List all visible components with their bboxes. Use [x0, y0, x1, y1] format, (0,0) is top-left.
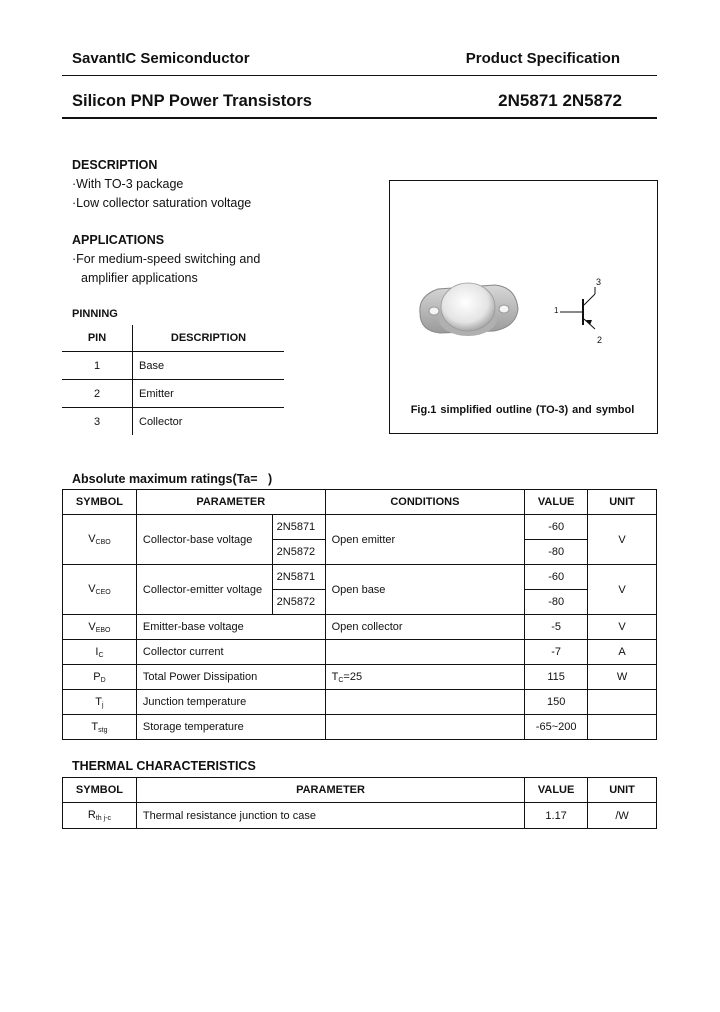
unit-cell: A [588, 640, 657, 665]
value-cell: -7 [525, 640, 588, 665]
parameter-header: PARAMETER [136, 490, 325, 515]
symbol-cell: $I_C$ [63, 640, 137, 665]
conditions-cell: Open base [325, 565, 525, 615]
pin-number: 2 [62, 380, 133, 408]
value-cell: -80 [525, 590, 588, 615]
pinning-table [62, 325, 284, 435]
value-cell: -5 [525, 615, 588, 640]
value-header: VALUE [525, 778, 588, 803]
value-header: VALUE [525, 490, 588, 515]
company-name: SavantIC Semiconductor [72, 50, 250, 67]
pin-number: 3 [62, 408, 133, 436]
symbol-header: SYMBOL [63, 490, 137, 515]
parameter-header: PARAMETER [136, 778, 524, 803]
unit-cell [588, 715, 657, 740]
spec-label: Product Specification [465, 50, 620, 67]
symbol-cell: $R_{th j-c}$ [63, 803, 137, 829]
table-row [63, 803, 657, 829]
symbol-cell: $V_{CEO}$ [63, 565, 137, 615]
conditions-cell [325, 690, 525, 715]
description-heading: DESCRIPTION [72, 158, 158, 172]
parameter-cell: Junction temperature [136, 690, 325, 715]
conditions-header: CONDITIONS [325, 490, 525, 515]
table-row [62, 352, 284, 380]
table-row [63, 615, 657, 640]
conditions-cell: Open emitter [325, 515, 525, 565]
conditions-cell [325, 640, 525, 665]
pin-label-3: 3 [596, 277, 602, 287]
symbol-cell: $V_{EBO}$ [63, 615, 137, 640]
value-cell: 1.17 [525, 803, 588, 829]
unit-header: UNIT [588, 490, 657, 515]
ratings-table [62, 489, 657, 740]
part-numbers: 2N5871 2N5872 [498, 91, 622, 110]
part-cell: 2N5871 [272, 565, 325, 590]
conditions-cell: $T_C=25$ [325, 665, 525, 690]
table-row [62, 380, 284, 408]
part-cell: 2N5871 [272, 515, 325, 540]
description-item: ·With TO-3 package [72, 177, 184, 191]
pin-description: Emitter [133, 380, 285, 408]
symbol-cell: $V_{CBO}$ [63, 515, 137, 565]
pin-label-1: 1 [554, 306, 559, 315]
to3-package-drawing [390, 181, 657, 433]
ratings-heading: Absolute maximum ratings(Ta= ) [72, 472, 273, 486]
pin-header: PIN [62, 325, 133, 352]
parameter-cell: Collector current [136, 640, 325, 665]
value-cell: 115 [525, 665, 588, 690]
part-cell: 2N5872 [272, 590, 325, 615]
description-item: ·Low collector saturation voltage [72, 196, 252, 210]
unit-cell: V [588, 565, 657, 615]
value-cell: -65~200 [525, 715, 588, 740]
unit-cell [588, 690, 657, 715]
value-cell: -60 [525, 565, 588, 590]
parameter-cell: Emitter-base voltage [136, 615, 325, 640]
document-title: Silicon PNP Power Transistors [72, 92, 312, 110]
unit-cell: /W [588, 803, 657, 829]
unit-cell: W [588, 665, 657, 690]
pin-label-2: 2 [597, 335, 603, 345]
value-cell: -60 [525, 515, 588, 540]
table-row [62, 408, 284, 436]
figure-caption: Fig.1 simplified outline (TO-3) and symbol [410, 404, 635, 416]
unit-cell: V [588, 515, 657, 565]
parameter-cell: Collector-emitter voltage [136, 565, 272, 615]
thermal-table [62, 777, 657, 829]
applications-line: ·For medium-speed switching and [72, 252, 261, 266]
figure-box [389, 180, 658, 434]
unit-header: UNIT [588, 778, 657, 803]
parameter-cell: Collector-base voltage [136, 515, 272, 565]
parameter-cell: Total Power Dissipation [136, 665, 325, 690]
header-rule-top [62, 75, 657, 76]
symbol-cell: $T_j$ [63, 690, 137, 715]
table-row [63, 515, 657, 540]
conditions-cell [325, 715, 525, 740]
symbol-cell: $P_D$ [63, 665, 137, 690]
thermal-heading: THERMAL CHARACTERISTICS [72, 759, 256, 773]
applications-line: amplifier applications [81, 271, 198, 285]
pin-description: Collector [139, 415, 183, 428]
pin-description: Base [133, 352, 285, 380]
pinning-heading: PINNING [72, 308, 118, 320]
table-row [63, 715, 657, 740]
parameter-cell: Thermal resistance junction to case [136, 803, 524, 829]
conditions-cell: Open collector [325, 615, 525, 640]
applications-heading: APPLICATIONS [72, 233, 165, 247]
pin-number: 1 [62, 352, 133, 380]
part-cell: 2N5872 [272, 540, 325, 565]
symbol-cell: $T_{stg}$ [63, 715, 137, 740]
table-row [63, 640, 657, 665]
value-cell: 150 [525, 690, 588, 715]
header-rule-bottom [62, 117, 657, 119]
unit-cell: V [588, 615, 657, 640]
table-row [63, 665, 657, 690]
value-cell: -80 [525, 540, 588, 565]
table-row [63, 690, 657, 715]
table-row [63, 565, 657, 590]
parameter-cell: Storage temperature [136, 715, 325, 740]
pin-desc-header: DESCRIPTION [133, 325, 285, 352]
symbol-header: SYMBOL [63, 778, 137, 803]
